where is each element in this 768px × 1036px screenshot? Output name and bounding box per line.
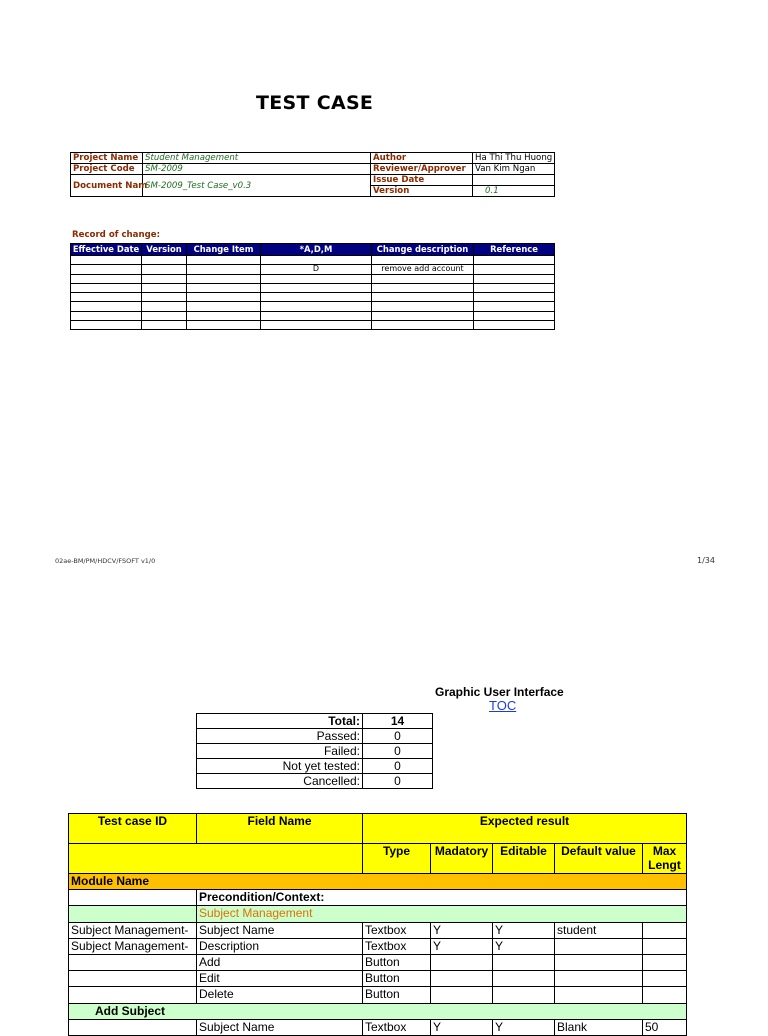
table-row bbox=[69, 954, 687, 970]
table-row bbox=[69, 987, 687, 1003]
roc-row bbox=[71, 283, 555, 292]
cell-default-value bbox=[555, 938, 643, 954]
roc-row bbox=[71, 274, 555, 283]
header-test-case-id: Test case ID bbox=[69, 814, 197, 844]
cell-default-value: student bbox=[555, 922, 643, 938]
roc-cell-change-item bbox=[187, 283, 261, 292]
summary-row-cancelled bbox=[197, 774, 433, 789]
cell-max-length bbox=[643, 987, 687, 1003]
record-of-change-table bbox=[70, 243, 555, 330]
roc-cell-change-description bbox=[372, 283, 474, 292]
precondition-row bbox=[69, 890, 687, 906]
cell-mandatory: Y bbox=[431, 938, 493, 954]
project-code-label: Project Code bbox=[71, 164, 143, 175]
info-row bbox=[71, 153, 555, 164]
roc-row bbox=[71, 293, 555, 302]
roc-cell-effective-date bbox=[71, 321, 142, 330]
roc-cell-adm: D bbox=[261, 265, 372, 274]
roc-cell-reference bbox=[474, 302, 555, 311]
roc-cell-reference bbox=[474, 265, 555, 274]
cell-field-name: Delete bbox=[197, 987, 363, 1003]
total-label: Total: bbox=[197, 714, 363, 729]
roc-cell-change-description bbox=[372, 256, 474, 265]
not-yet-tested-value: 0 bbox=[363, 759, 433, 774]
roc-row bbox=[71, 321, 555, 330]
cell-default-value bbox=[555, 954, 643, 970]
subject-management-blank bbox=[69, 906, 197, 922]
roc-cell-change-item bbox=[187, 293, 261, 302]
add-subject-row bbox=[69, 1003, 687, 1019]
tc-header-row-2 bbox=[69, 844, 687, 874]
roc-cell-reference bbox=[474, 311, 555, 320]
cell-max-length bbox=[643, 938, 687, 954]
cell-editable: Y bbox=[493, 1019, 555, 1035]
table-row bbox=[69, 1019, 687, 1035]
header-editable: Editable bbox=[493, 844, 555, 874]
cell-max-length bbox=[643, 954, 687, 970]
roc-cell-version bbox=[142, 302, 187, 311]
cell-test-case-id bbox=[69, 987, 197, 1003]
test-summary-table bbox=[196, 713, 433, 789]
roc-row bbox=[71, 265, 555, 274]
roc-header-change-description: Change description bbox=[372, 244, 474, 256]
roc-row bbox=[71, 256, 555, 265]
roc-header-row bbox=[71, 244, 555, 256]
roc-cell-effective-date bbox=[71, 302, 142, 311]
reviewer-value: Van Kim Ngan bbox=[473, 164, 555, 175]
roc-cell-change-description: remove add account bbox=[372, 265, 474, 274]
tc-header-row-1 bbox=[69, 814, 687, 844]
roc-cell-adm bbox=[261, 293, 372, 302]
test-case-table bbox=[68, 813, 687, 1036]
roc-cell-version bbox=[142, 311, 187, 320]
roc-header-effective-date: Effective Date bbox=[71, 244, 142, 256]
precondition-blank bbox=[69, 890, 197, 906]
cell-test-case-id: Subject Management- bbox=[69, 922, 197, 938]
version-label: Version bbox=[371, 186, 473, 197]
failed-label: Failed: bbox=[197, 744, 363, 759]
document-name-label: Document Nam bbox=[71, 175, 143, 197]
author-value: Ha Thi Thu Huong bbox=[473, 153, 555, 164]
document-name-value: SM-2009_Test Case_v0.3 bbox=[143, 175, 371, 197]
roc-cell-change-item bbox=[187, 321, 261, 330]
roc-cell-version bbox=[142, 293, 187, 302]
cell-max-length: 50 bbox=[643, 1019, 687, 1035]
document-title: TEST CASE bbox=[256, 92, 374, 114]
cell-type: Textbox bbox=[363, 922, 431, 938]
reviewer-label: Reviewer/Approver bbox=[371, 164, 473, 175]
header-field-name: Field Name bbox=[197, 814, 363, 844]
cell-type: Textbox bbox=[363, 1019, 431, 1035]
cell-test-case-id bbox=[69, 971, 197, 987]
cell-editable: Y bbox=[493, 938, 555, 954]
table-row bbox=[69, 938, 687, 954]
cell-test-case-id bbox=[69, 954, 197, 970]
cell-type: Button bbox=[363, 971, 431, 987]
cancelled-value: 0 bbox=[363, 774, 433, 789]
issue-date-value bbox=[473, 175, 555, 186]
roc-cell-effective-date bbox=[71, 256, 142, 265]
project-name-label: Project Name bbox=[71, 153, 143, 164]
cell-default-value bbox=[555, 971, 643, 987]
cell-editable: Y bbox=[493, 922, 555, 938]
roc-row bbox=[71, 311, 555, 320]
roc-cell-effective-date bbox=[71, 311, 142, 320]
roc-header-change-item: Change Item bbox=[187, 244, 261, 256]
cell-mandatory bbox=[431, 971, 493, 987]
passed-label: Passed: bbox=[197, 729, 363, 744]
roc-cell-reference bbox=[474, 274, 555, 283]
cell-field-name: Description bbox=[197, 938, 363, 954]
cell-test-case-id: Subject Management- bbox=[69, 938, 197, 954]
header-expected-result: Expected result bbox=[363, 814, 687, 844]
header-max-length: Max Lengt bbox=[643, 844, 687, 874]
subject-management-row bbox=[69, 906, 687, 922]
roc-header-version: Version bbox=[142, 244, 187, 256]
roc-cell-adm bbox=[261, 302, 372, 311]
cell-editable bbox=[493, 954, 555, 970]
section-title: Graphic User Interface bbox=[435, 685, 564, 699]
info-row bbox=[71, 164, 555, 175]
project-name-value: Student Management bbox=[143, 153, 371, 164]
roc-cell-change-item bbox=[187, 274, 261, 283]
roc-cell-reference bbox=[474, 283, 555, 292]
summary-row-passed bbox=[197, 729, 433, 744]
cell-field-name: Subject Name bbox=[197, 1019, 363, 1035]
roc-cell-effective-date bbox=[71, 265, 142, 274]
roc-header-reference: Reference bbox=[474, 244, 555, 256]
project-code-value: SM-2009 bbox=[143, 164, 371, 175]
cell-type: Button bbox=[363, 954, 431, 970]
cell-test-case-id bbox=[69, 1019, 197, 1035]
roc-cell-change-item bbox=[187, 265, 261, 274]
roc-cell-version bbox=[142, 256, 187, 265]
roc-cell-change-description bbox=[372, 293, 474, 302]
roc-cell-change-item bbox=[187, 311, 261, 320]
roc-cell-adm bbox=[261, 321, 372, 330]
roc-cell-version bbox=[142, 321, 187, 330]
roc-cell-version bbox=[142, 265, 187, 274]
roc-cell-change-description bbox=[372, 311, 474, 320]
footer-page-number: 1/34 bbox=[697, 556, 715, 565]
header-mandatory: Madatory bbox=[431, 844, 493, 874]
cell-type: Textbox bbox=[363, 938, 431, 954]
cell-editable bbox=[493, 971, 555, 987]
cell-mandatory bbox=[431, 954, 493, 970]
roc-cell-effective-date bbox=[71, 293, 142, 302]
cell-field-name: Subject Name bbox=[197, 922, 363, 938]
roc-cell-adm bbox=[261, 283, 372, 292]
summary-row-not-yet-tested bbox=[197, 759, 433, 774]
precondition-label: Precondition/Context: bbox=[197, 890, 687, 906]
total-value: 14 bbox=[363, 714, 433, 729]
roc-cell-adm bbox=[261, 256, 372, 265]
cancelled-label: Cancelled: bbox=[197, 774, 363, 789]
roc-cell-version bbox=[142, 283, 187, 292]
roc-cell-reference bbox=[474, 256, 555, 265]
table-row bbox=[69, 971, 687, 987]
record-of-change-label: Record of change: bbox=[72, 230, 161, 240]
passed-value: 0 bbox=[363, 729, 433, 744]
roc-cell-change-item bbox=[187, 302, 261, 311]
failed-value: 0 bbox=[363, 744, 433, 759]
cell-mandatory: Y bbox=[431, 1019, 493, 1035]
table-row bbox=[69, 922, 687, 938]
cell-type: Button bbox=[363, 987, 431, 1003]
roc-cell-change-description bbox=[372, 274, 474, 283]
project-info-table bbox=[70, 152, 555, 197]
cell-field-name: Edit bbox=[197, 971, 363, 987]
toc-link[interactable]: TOC bbox=[489, 698, 517, 713]
roc-cell-adm bbox=[261, 311, 372, 320]
roc-cell-effective-date bbox=[71, 274, 142, 283]
author-label: Author bbox=[371, 153, 473, 164]
module-name: Module Name bbox=[69, 874, 687, 890]
roc-cell-adm bbox=[261, 274, 372, 283]
cell-field-name: Add bbox=[197, 954, 363, 970]
roc-header-adm: *A,D,M bbox=[261, 244, 372, 256]
add-subject-label: Add Subject bbox=[69, 1003, 687, 1019]
not-yet-tested-label: Not yet tested: bbox=[197, 759, 363, 774]
cell-mandatory: Y bbox=[431, 922, 493, 938]
roc-cell-reference bbox=[474, 321, 555, 330]
summary-row-total bbox=[197, 714, 433, 729]
cell-max-length bbox=[643, 971, 687, 987]
header-blank bbox=[69, 844, 363, 874]
module-name-row bbox=[69, 874, 687, 890]
roc-cell-version bbox=[142, 274, 187, 283]
version-value: 0.1 bbox=[473, 186, 555, 197]
header-default-value: Default value bbox=[555, 844, 643, 874]
roc-row bbox=[71, 302, 555, 311]
issue-date-label: Issue Date bbox=[371, 175, 473, 186]
summary-row-failed bbox=[197, 744, 433, 759]
roc-cell-change-description bbox=[372, 321, 474, 330]
cell-default-value: Blank bbox=[555, 1019, 643, 1035]
roc-cell-effective-date bbox=[71, 283, 142, 292]
roc-cell-change-item bbox=[187, 256, 261, 265]
cell-max-length bbox=[643, 922, 687, 938]
roc-cell-change-description bbox=[372, 302, 474, 311]
roc-cell-reference bbox=[474, 293, 555, 302]
header-type: Type bbox=[363, 844, 431, 874]
cell-mandatory bbox=[431, 987, 493, 1003]
subject-management-label: Subject Management bbox=[197, 906, 687, 922]
cell-editable bbox=[493, 987, 555, 1003]
cell-default-value bbox=[555, 987, 643, 1003]
footer-document-code: 02ae-BM/PM/HDCV/FSOFT v1/0 bbox=[55, 557, 156, 565]
info-row bbox=[71, 175, 555, 186]
